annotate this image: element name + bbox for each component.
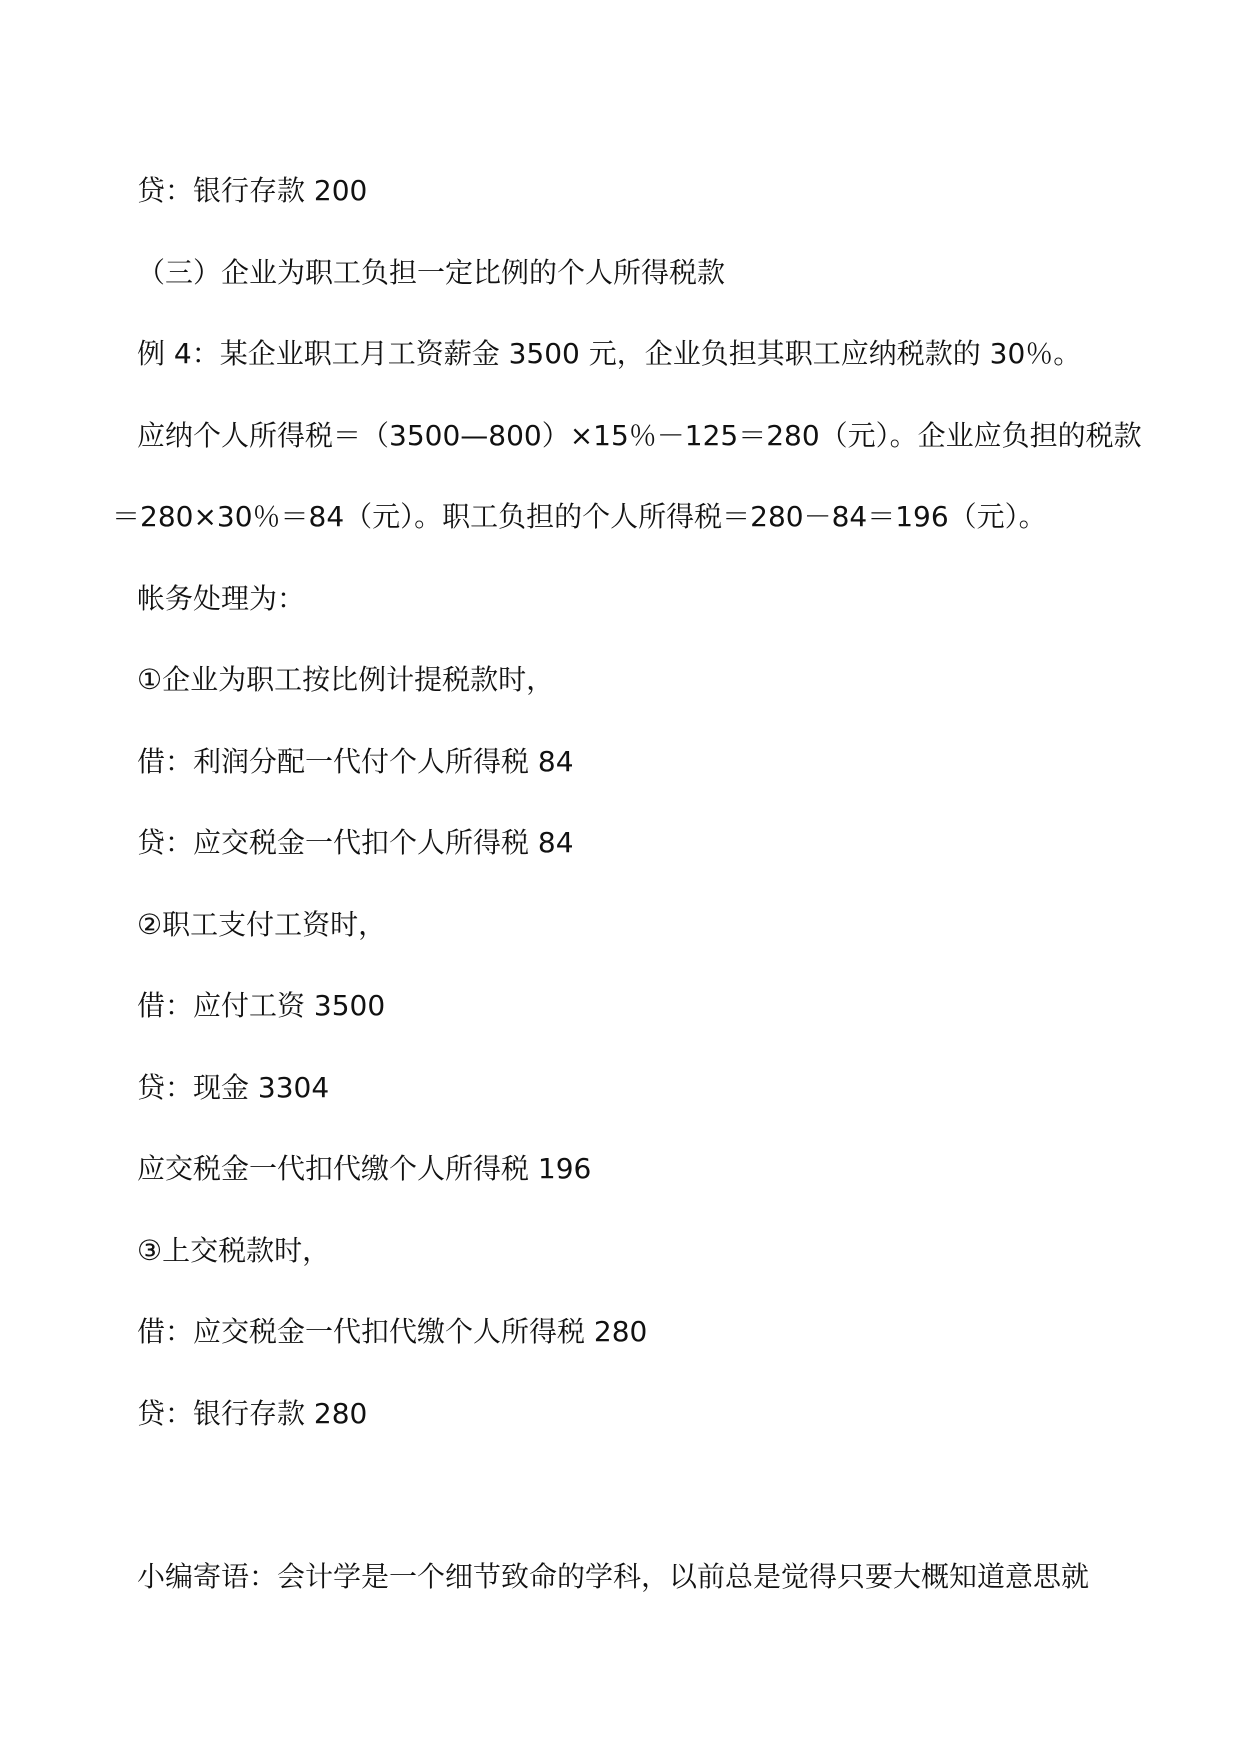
document-body: [112, 150, 1182, 1617]
credit-cash-line: 贷：现金 3304: [137, 1070, 330, 1104]
paragraph-spacer: [112, 1454, 1182, 1536]
credit-bank-deposit-280-line: 贷：银行存款 280: [137, 1396, 368, 1430]
debit-tax-withheld-280-line: 借：应交税金一代扣代缴个人所得税 280: [137, 1315, 648, 1348]
example-4-line: 例 4：某企业职工月工资薪金 3500 元，企业负担其职工应纳税款的 30％。: [137, 337, 1082, 370]
debit-profit-distribution-line: 借：利润分配一代付个人所得税 84: [137, 744, 574, 778]
tax-calculation-line-2: ＝280×30％＝84（元）。职工负担的个人所得税＝280－84＝196（元）。: [112, 500, 1047, 533]
tax-withheld-196-line: 应交税金一代扣代缴个人所得税 196: [137, 1152, 592, 1185]
tax-calculation-line-1: 应纳个人所得税＝（3500—800）×15％－125＝280（元）。企业应负担的税款: [137, 418, 1142, 452]
accounting-treatment-heading: 帐务处理为：: [137, 581, 306, 615]
credit-bank-deposit-200-line: 贷：银行存款 200: [137, 174, 368, 207]
editor-note-line: 小编寄语：会计学是一个细节致命的学科，以前总是觉得只要大概知道意思就: [137, 1559, 1090, 1593]
step-3-line: ③上交税款时，: [137, 1233, 331, 1267]
credit-tax-payable-84-line: 贷：应交税金一代扣个人所得税 84: [137, 826, 574, 859]
step-1-line: ①企业为职工按比例计提税款时，: [137, 663, 555, 696]
section-heading-3: （三）企业为职工负担一定比例的个人所得税款: [137, 255, 726, 289]
step-2-line: ②职工支付工资时，: [137, 907, 387, 941]
debit-wages-payable-line: 借：应付工资 3500: [137, 989, 386, 1022]
